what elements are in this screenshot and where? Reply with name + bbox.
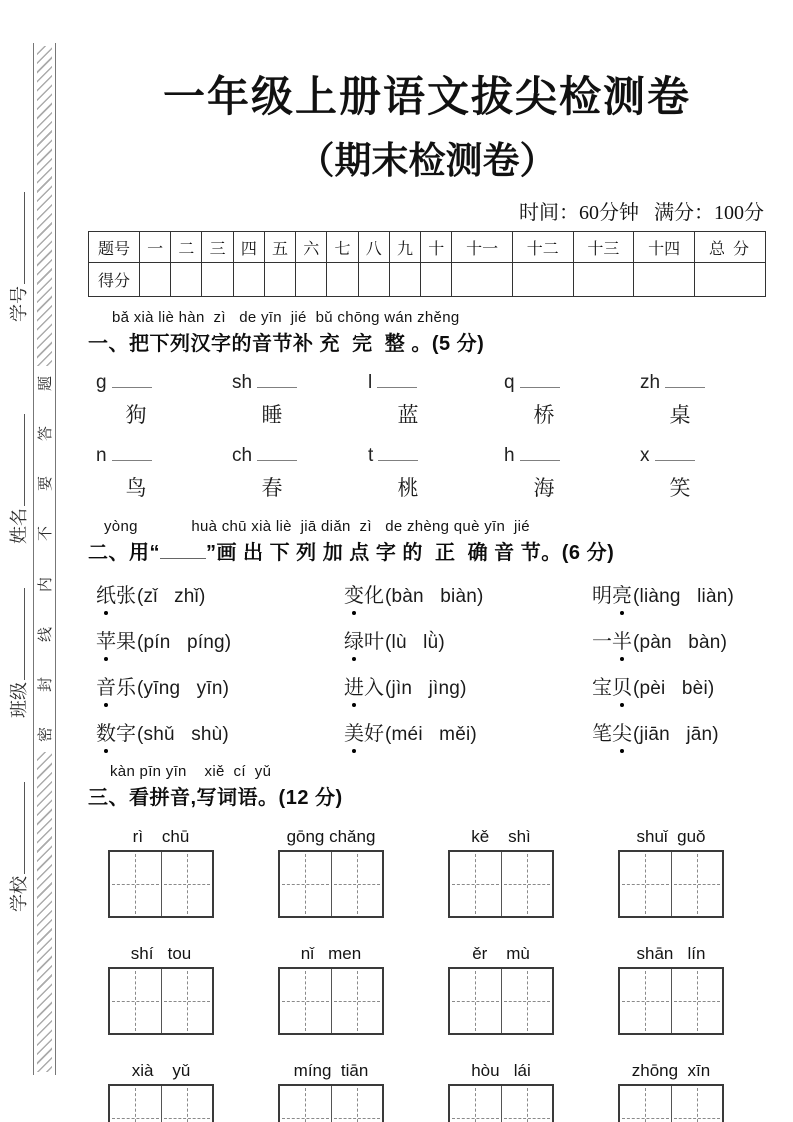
answer-blank [377, 375, 417, 388]
initial-letter: sh [232, 372, 253, 393]
dotted-character: 半 [612, 625, 632, 654]
writing-grid-row [88, 827, 766, 918]
pinyin-grid-item [278, 944, 384, 1035]
pinyin-label: shí tou [130, 944, 192, 963]
grid-cell [332, 1086, 383, 1122]
syllable-item [368, 372, 464, 429]
word-item [592, 579, 734, 608]
word-item [592, 671, 714, 700]
seal-char: 密 [37, 726, 54, 742]
word-item [592, 625, 727, 654]
writing-grid-row [88, 944, 766, 1035]
word-row [96, 717, 766, 746]
grid-cell [332, 969, 383, 1033]
school-label: 学校 [9, 876, 29, 912]
dotted-character: 变 [344, 579, 364, 608]
tian-zi-ge-box [618, 1084, 724, 1122]
pinyin-options: (jìn jìng) [385, 678, 467, 699]
section-three-heading: 三、看拼音,写词语。(12 分) [88, 787, 343, 809]
score-cell [202, 263, 233, 297]
pinyin-grid-item [618, 1061, 724, 1122]
pinyin-options: (pèi bèi) [633, 678, 715, 699]
grid-cell [110, 969, 162, 1033]
tian-zi-ge-box [278, 850, 384, 918]
writing-grid-row [88, 1061, 766, 1122]
initial-letter: l [368, 372, 373, 393]
score-table-header-cell: 十四 [634, 232, 695, 263]
score-table-header-cell: 十二 [512, 232, 573, 263]
word-text: 明 [592, 585, 612, 607]
word-item [592, 717, 719, 746]
word-text: 叶 [364, 631, 384, 653]
initial-letter: n [96, 445, 107, 466]
score-table-header-cell: 三 [202, 232, 233, 263]
dotted-character: 尖 [612, 717, 632, 746]
score-table-header-cell: 七 [327, 232, 358, 263]
dotted-character: 数 [96, 717, 116, 746]
school-field [5, 767, 27, 927]
initial-letter: h [504, 445, 515, 466]
word-item [96, 625, 344, 654]
tian-zi-ge-box [618, 967, 724, 1035]
question-number-row [89, 232, 766, 263]
pinyin-grid-item [278, 1061, 384, 1122]
score-cell [573, 263, 634, 297]
syllable-item [640, 445, 736, 502]
score-cell [512, 263, 573, 297]
pinyin-label: shuǐ guǒ [636, 827, 706, 846]
section-two-pinyin-hint: yòng huà chū xià liè jiā diǎn zì de zhèng què yīn jié [104, 518, 530, 535]
score-table-header-cell: 一 [140, 232, 171, 263]
score-table-header-cell: 八 [358, 232, 389, 263]
tian-zi-ge-box [278, 967, 384, 1035]
student-name-blank [9, 414, 25, 506]
score-table-header-cell: 六 [296, 232, 327, 263]
grid-cell [280, 969, 332, 1033]
seal-char: 内 [37, 576, 54, 592]
tian-zi-ge-box [278, 1084, 384, 1122]
answer-blank [112, 375, 152, 388]
score-cell [140, 263, 171, 297]
student-name-label: 姓名 [9, 508, 29, 544]
initial-letter: zh [640, 372, 661, 393]
section-one-heading: 一、把下列汉字的音节补 充 完 整 。(5 分) [88, 333, 485, 355]
pinyin-label: gōng chǎng [286, 827, 376, 846]
seal-char: 线 [37, 626, 54, 642]
tian-zi-ge-box [448, 967, 554, 1035]
score-cell [695, 263, 766, 297]
dotted-character: 音 [96, 671, 116, 700]
syllable-item [640, 372, 736, 429]
answer-blank [655, 448, 695, 461]
syllable-item [504, 372, 600, 429]
dotted-character: 苹 [96, 625, 116, 654]
student-id-field [5, 177, 27, 337]
word-text: 入 [364, 677, 384, 699]
word-choice-grid [88, 579, 766, 746]
hanzi-character: 鸟 [125, 477, 147, 500]
word-item [96, 671, 344, 700]
section-three-pinyin-hint: kàn pīn yīn xiě cí yǔ [110, 763, 272, 780]
score-table-header-cell: 二 [171, 232, 202, 263]
tian-zi-ge-box [108, 1084, 214, 1122]
score-table [88, 231, 766, 297]
class-label: 班级 [9, 682, 29, 718]
answer-blank [520, 375, 560, 388]
pinyin-options: (méi měi) [385, 724, 477, 745]
word-item [96, 579, 344, 608]
syllable-row [88, 372, 766, 429]
pinyin-options: (pàn bàn) [633, 632, 728, 653]
pinyin-grid-item [618, 827, 724, 918]
student-id-label: 学号 [9, 286, 29, 322]
grid-cell [450, 852, 502, 916]
seal-line-text [34, 369, 55, 749]
score-cell [358, 263, 389, 297]
pinyin-options: (jiān jān) [633, 724, 719, 745]
hanzi-character: 桌 [669, 404, 691, 427]
dotted-character: 进 [344, 671, 364, 700]
score-row [89, 263, 766, 297]
word-text: 果 [116, 631, 136, 653]
pinyin-label: kě shì [471, 827, 531, 846]
grid-cell [162, 969, 213, 1033]
hanzi-character: 蓝 [397, 404, 419, 427]
hanzi-character: 狗 [125, 404, 147, 427]
pinyin-options: (yīng yīn) [137, 678, 230, 699]
dotted-character: 亮 [612, 579, 632, 608]
tian-zi-ge-box [108, 850, 214, 918]
answer-blank [112, 448, 152, 461]
score-cell [421, 263, 452, 297]
score-cell [264, 263, 295, 297]
word-text: 一 [592, 631, 612, 653]
word-item [344, 579, 592, 608]
time-score-info: 时间：60分钟 满分：100分 [519, 202, 764, 224]
answer-blank [378, 448, 418, 461]
grid-cell [672, 969, 723, 1033]
grid-cell [620, 852, 672, 916]
dotted-character: 绿 [344, 625, 364, 654]
grid-cell [672, 852, 723, 916]
seal-line-strip [33, 43, 56, 1075]
tian-zi-ge-box [448, 850, 554, 918]
grid-cell [502, 1086, 553, 1122]
hanzi-character: 桃 [397, 477, 419, 500]
seal-char: 要 [37, 476, 54, 492]
score-cell [389, 263, 420, 297]
pinyin-grid-item [448, 827, 554, 918]
pinyin-label: hòu lái [471, 1061, 531, 1080]
grid-cell [502, 969, 553, 1033]
hanzi-character: 笑 [669, 477, 691, 500]
initial-letter: t [368, 445, 374, 466]
student-name-field [5, 399, 27, 559]
score-table-header-cell: 题号 [89, 232, 140, 263]
answer-blank [257, 375, 297, 388]
pinyin-grid-item [108, 1061, 214, 1122]
grid-cell [620, 969, 672, 1033]
grid-cell [280, 852, 332, 916]
student-id-blank [9, 192, 25, 284]
word-text: 化 [364, 585, 384, 607]
word-row [96, 579, 766, 608]
pinyin-grid-item [278, 827, 384, 918]
answer-blank [257, 448, 297, 461]
syllable-item [232, 372, 328, 429]
pinyin-grid-item [108, 827, 214, 918]
pinyin-label: ěr mù [472, 944, 530, 963]
hatch-pattern-top [37, 46, 52, 366]
class-blank [9, 588, 25, 680]
grid-cell [620, 1086, 672, 1122]
school-blank [9, 782, 25, 874]
exam-content [88, 0, 766, 1122]
syllable-item [96, 445, 192, 502]
seal-char: 题 [37, 375, 54, 392]
grid-cell [502, 852, 553, 916]
score-table-header-cell: 十一 [452, 232, 513, 263]
word-text: 好 [364, 723, 384, 745]
dotted-character: 美 [344, 717, 364, 746]
score-cell [452, 263, 513, 297]
pinyin-options: (liàng liàn) [633, 586, 735, 607]
section-two-heading [88, 536, 766, 565]
initial-letter: g [96, 372, 107, 393]
grid-cell [450, 1086, 502, 1122]
exam-title: 一年级上册语文拔尖检测卷 [162, 75, 691, 121]
pinyin-label: míng tiān [293, 1061, 369, 1080]
exam-subtitle: （期末检测卷） [297, 141, 557, 182]
grid-cell [110, 852, 162, 916]
tian-zi-ge-box [108, 967, 214, 1035]
initial-letter: ch [232, 445, 253, 466]
hanzi-character: 睡 [261, 404, 283, 427]
word-item [344, 671, 592, 700]
syllable-item [232, 445, 328, 502]
word-item [96, 717, 344, 746]
dotted-character: 纸 [96, 579, 116, 608]
seal-char: 封 [37, 676, 54, 692]
seal-char: 不 [37, 526, 54, 542]
answer-blank [520, 448, 560, 461]
dotted-character: 贝 [612, 671, 632, 700]
grid-cell [162, 1086, 213, 1122]
grid-cell [672, 1086, 723, 1122]
heading-blank-line [160, 545, 206, 559]
grid-cell [110, 1086, 162, 1122]
pinyin-label: rì chū [132, 827, 190, 846]
word-item [344, 625, 592, 654]
score-cell [296, 263, 327, 297]
score-table-header-cell: 九 [389, 232, 420, 263]
hanzi-character: 海 [533, 477, 555, 500]
answer-blank [665, 375, 705, 388]
initial-letter: x [640, 445, 650, 466]
pinyin-options: (lù lǜ) [385, 632, 445, 653]
pinyin-grid-item [448, 1061, 554, 1122]
score-table-header-cell: 五 [264, 232, 295, 263]
seal-char: 答 [37, 426, 54, 442]
score-table-header-cell: 十 [421, 232, 452, 263]
pinyin-label: nǐ men [300, 944, 362, 963]
tian-zi-ge-box [448, 1084, 554, 1122]
grid-cell [450, 969, 502, 1033]
score-cell [634, 263, 695, 297]
syllable-item [368, 445, 464, 502]
word-text: 乐 [116, 677, 136, 699]
pinyin-grid-item [108, 944, 214, 1035]
pinyin-label: shān lín [636, 944, 706, 963]
grid-cell [332, 852, 383, 916]
word-text: 张 [116, 585, 136, 607]
score-table-header-cell: 总 分 [695, 232, 766, 263]
heading-text: ”画 出 下 列 加 点 字 的 正 确 音 节。(6 分) [206, 542, 615, 564]
heading-text: 二、用“ [88, 542, 160, 564]
initial-letter: q [504, 372, 515, 393]
pinyin-grid-item [448, 944, 554, 1035]
word-text: 宝 [592, 677, 612, 699]
syllable-item [96, 372, 192, 429]
pinyin-options: (shǔ shù) [137, 724, 229, 745]
pinyin-label: zhōng xīn [631, 1061, 711, 1080]
word-text: 笔 [592, 723, 612, 745]
pinyin-options: (bàn biàn) [385, 586, 484, 607]
syllable-item [504, 445, 600, 502]
score-cell [327, 263, 358, 297]
word-row [96, 625, 766, 654]
section-one-pinyin-hint: bǎ xià liè hàn zì de yīn jié bǔ chōng wán zhěng [112, 309, 460, 326]
hanzi-character: 桥 [533, 404, 555, 427]
word-text: 字 [116, 723, 136, 745]
pinyin-grid-item [618, 944, 724, 1035]
grid-cell [162, 852, 213, 916]
word-item [344, 717, 592, 746]
grid-cell [280, 1086, 332, 1122]
score-table-header-cell: 四 [233, 232, 264, 263]
word-row [96, 671, 766, 700]
class-field [5, 573, 27, 733]
pinyin-label: xià yǔ [131, 1061, 191, 1080]
score-cell [233, 263, 264, 297]
hatch-pattern-bottom [37, 752, 52, 1072]
tian-zi-ge-box [618, 850, 724, 918]
hanzi-character: 春 [261, 477, 283, 500]
score-table-header-cell: 十三 [573, 232, 634, 263]
pinyin-options: (pín píng) [137, 632, 232, 653]
syllable-row [88, 445, 766, 502]
score-cell [171, 263, 202, 297]
pinyin-options: (zǐ zhǐ) [137, 586, 206, 607]
score-row-label: 得分 [89, 263, 140, 297]
